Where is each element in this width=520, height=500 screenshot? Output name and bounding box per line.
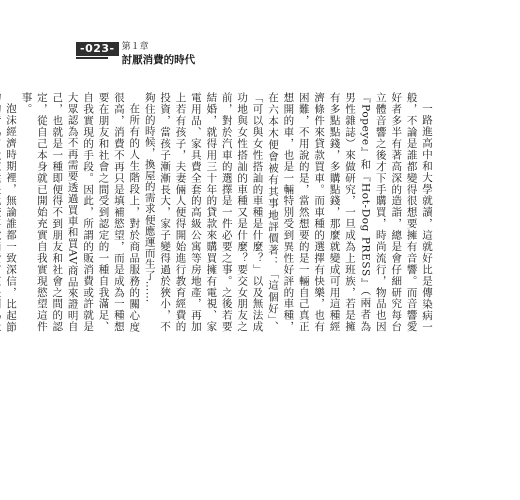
header-text bbox=[122, 42, 196, 67]
running-header bbox=[76, 42, 195, 67]
header-rule bbox=[76, 57, 108, 59]
body-text bbox=[0, 92, 434, 332]
paragraph: 在所有的人生階段上，對於商品服務的關心度很高，消費不再只是填補慾望，而是成為一種想要在朋友和社會之間受到認定的一種自我滿足、自我實現的手段。因此，所謂的販消費或許就是大眾認為不再需要透過買車和買AV商品來證明自己，也就是一種即便得不到朋友和社會之間的認定，從自己本身就已開始充實自我實現慾望這件事。 bbox=[20, 92, 141, 332]
chapter-title: 討厭消費的時代 bbox=[121, 54, 196, 66]
chapter-label: 第１章 bbox=[121, 42, 149, 52]
paragraph: 泡沫經濟時期裡，無論誰都一致深信，比起節 bbox=[5, 102, 18, 332]
page-number: -023- bbox=[76, 42, 119, 56]
paragraph: 一路進高中和大學就讀，這就好比是傳染病一般，不論是誰都變得很想要擁有音響。而音響愛好者多半有著高深的造詣，總是會仔細研究每台立體音響之後才下手購買，時尚流行，物品也因『Popeye』和『Hot-Dog PRESS』（兩者為男性雜誌）來做研究，一旦成為上班族，若是擁有多點點錢，多購點錢，那麼就變成可用這種經濟條件來貸款買車。而車種的選擇有快樂，也有困難，不用說的是，當然想要的是一輛自己真正想開的車，也是一輛特別受到異性好評的車種，在六本木便會被有其事地評價著：「這個好」、「可以與女性搭訕的車種是什麼？」以及無法成功地與女性搭訕的車種又是什麼？要交女朋友之前，對於汽車的選擇是一件必要之事。之後若要結婚，就得用三十年的貸款來購買擁有電視、家電用品、家具費全套的高級公寓等房地產，再加上若有孩子，夫妻倆人便得開始進行教育經費的投資，當孩子漸漸長大，家子變得過於狹小，不夠住的時候，換屋的需求便應運而生了…… bbox=[143, 92, 433, 332]
